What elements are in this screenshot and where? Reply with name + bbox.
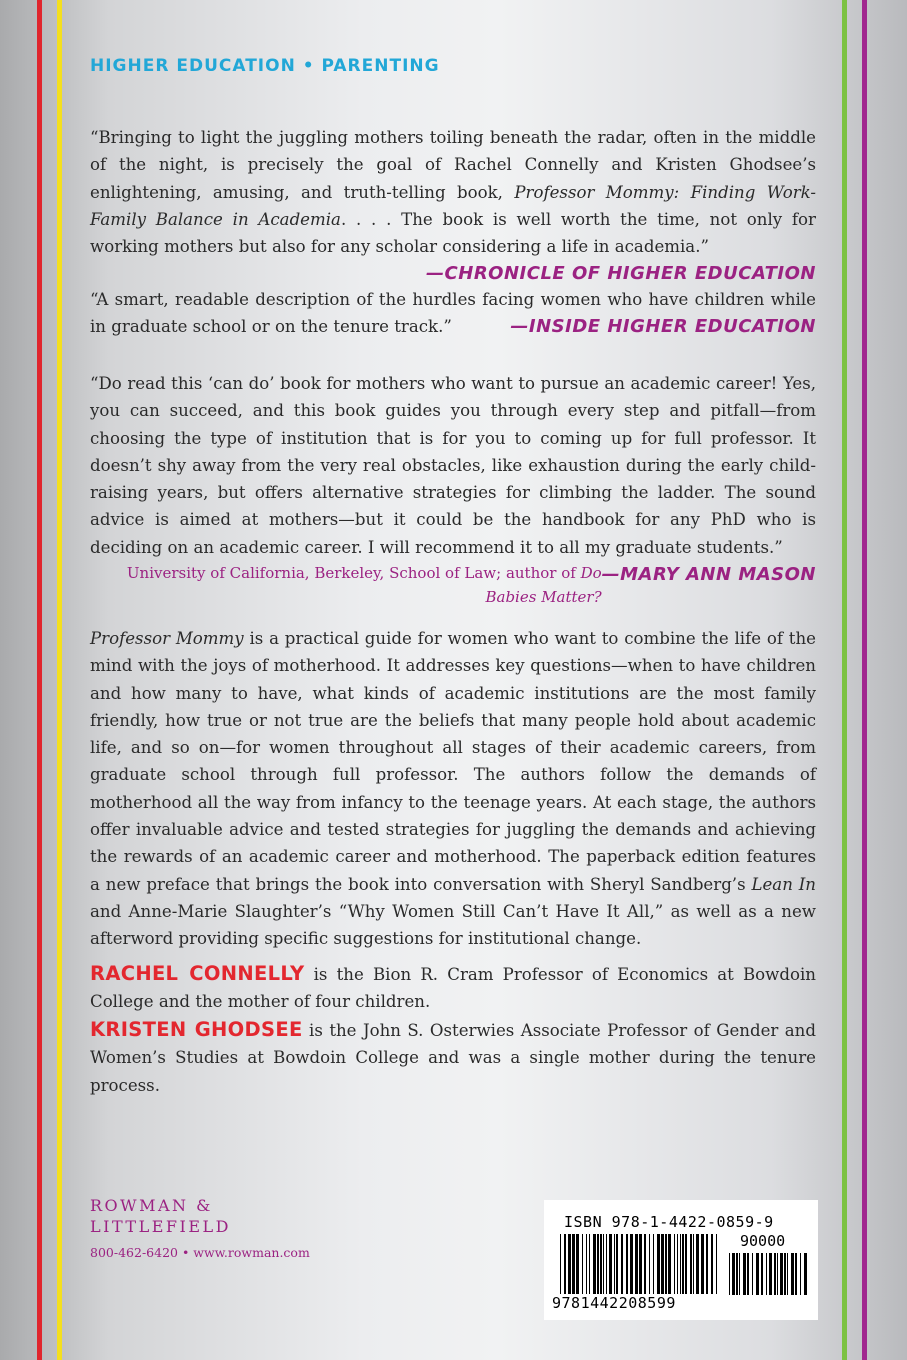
barcode-bar bbox=[621, 1234, 623, 1294]
category-label: HIGHER EDUCATION • PARENTING bbox=[90, 56, 440, 76]
barcode-bar bbox=[564, 1234, 566, 1294]
barcode-bar bbox=[800, 1253, 801, 1295]
barcode-bar bbox=[560, 1234, 561, 1294]
barcode-bar bbox=[774, 1253, 776, 1295]
author-bio-text: is the Bion R. Cram Professor of Economics at Bowdoin College and the mother of four children. bbox=[90, 965, 816, 1012]
addon-price-code: 90000 bbox=[740, 1232, 786, 1250]
barcode-bar bbox=[609, 1234, 612, 1294]
publisher-line-1: ROWMAN & bbox=[90, 1196, 213, 1215]
barcode-bar bbox=[787, 1253, 788, 1295]
barcode-bar bbox=[586, 1234, 587, 1294]
review-quote-mary-ann-mason bbox=[90, 370, 816, 609]
barcode-bar bbox=[729, 1253, 730, 1295]
barcode-bar bbox=[626, 1234, 628, 1294]
barcode-bar bbox=[784, 1253, 786, 1295]
barcode-bar bbox=[661, 1234, 664, 1294]
barcode-bar bbox=[804, 1253, 807, 1295]
barcode-bar bbox=[576, 1234, 579, 1294]
barcode-bar bbox=[711, 1234, 713, 1294]
barcode-bar bbox=[690, 1234, 692, 1294]
quote-text-after: . . . . The book is well worth the time, not only for working mothers but also for any scholar considering a life in academia.” bbox=[90, 209, 816, 257]
barcode-bar bbox=[593, 1234, 596, 1294]
barcode-bar bbox=[716, 1234, 717, 1294]
lean-in-title: Lean In bbox=[751, 874, 816, 894]
quote-source: —CHRONICLE OF HIGHER EDUCATION bbox=[426, 263, 816, 285]
barcode-bar bbox=[582, 1234, 583, 1294]
barcode-bar bbox=[682, 1234, 684, 1294]
barcode-bar bbox=[653, 1234, 654, 1294]
author-name: KRISTEN GHODSEE bbox=[90, 1018, 303, 1041]
barcode-bar bbox=[639, 1234, 642, 1294]
barcode-bar bbox=[568, 1234, 571, 1294]
publisher-contact: 800-462-6420 • www.rowman.com bbox=[90, 1245, 310, 1260]
barcode-bar bbox=[572, 1234, 575, 1294]
review-quote-inside-higher-ed bbox=[90, 286, 816, 341]
publisher-logo bbox=[90, 1195, 231, 1237]
barcode-bar bbox=[701, 1234, 704, 1294]
barcode-bar bbox=[795, 1253, 797, 1295]
barcode-bar bbox=[777, 1253, 778, 1295]
author-name: RACHEL CONNELLY bbox=[90, 962, 305, 985]
barcode-bar bbox=[597, 1234, 599, 1294]
barcode-bar bbox=[743, 1253, 746, 1295]
author-bio-ghodsee bbox=[90, 1016, 816, 1099]
ean-barcode-bars bbox=[560, 1234, 720, 1294]
barcode-bar bbox=[732, 1253, 735, 1295]
author-bio-text: is the John S. Osterwies Associate Professor of Gender and Women’s Studies at Bowdoin College and was a single mother during the tenure process. bbox=[90, 1021, 816, 1095]
barcode-bar bbox=[606, 1234, 607, 1294]
barcode-bar bbox=[589, 1234, 590, 1294]
isbn-text: ISBN 978-1-4422-0859-9 bbox=[564, 1213, 774, 1231]
barcode-bar bbox=[677, 1234, 678, 1294]
barcode-bar bbox=[668, 1234, 671, 1294]
barcode-bar bbox=[780, 1253, 783, 1295]
barcode-bar bbox=[665, 1234, 667, 1294]
review-quote-chronicle bbox=[90, 124, 816, 288]
yellow-stripe bbox=[57, 0, 62, 1360]
barcode-bar bbox=[693, 1234, 694, 1294]
barcode-bar bbox=[600, 1234, 602, 1294]
quote-source: —MARY ANN MASON bbox=[601, 564, 816, 586]
quote-text: “Do read this ‘can do’ book for mothers who want to pursue an academic career! Yes, you can succeed, and this book guides you through every step and pitfall—from choosing the type of institution that is for you to coming up for full professor. It doesn’t shy away from the very real obstacles, like exhaustion during the early child-raising years, but offers alternative strategies for climbing the ladder. The sound advice is aimed at mothers—but it could be the handbook for any PhD who is deciding on an academic career. I will recommend it to all my graduate students.” bbox=[90, 374, 816, 557]
barcode-bar bbox=[630, 1234, 633, 1294]
barcode-bar bbox=[756, 1253, 759, 1295]
barcode-bar bbox=[674, 1234, 675, 1294]
author-bio-connelly bbox=[90, 960, 816, 1016]
publisher-line-2: LITTLEFIELD bbox=[90, 1217, 231, 1236]
barcode-bar bbox=[739, 1253, 740, 1295]
barcode-bar bbox=[696, 1234, 699, 1294]
description-title: Professor Mommy bbox=[90, 629, 244, 648]
barcode-bar bbox=[736, 1253, 738, 1295]
green-stripe bbox=[842, 0, 847, 1360]
barcode-bar bbox=[616, 1234, 618, 1294]
barcode-bar bbox=[635, 1234, 638, 1294]
barcode-bar bbox=[657, 1234, 660, 1294]
quote-source: —INSIDE HIGHER EDUCATION bbox=[510, 316, 816, 338]
quote-affiliation: University of California, Berkeley, School of Law; author of Do Babies Matter? bbox=[126, 564, 602, 607]
barcode-bar bbox=[747, 1253, 749, 1295]
purple-stripe bbox=[862, 0, 867, 1360]
barcode-bar bbox=[685, 1234, 687, 1294]
addon-barcode-bars bbox=[729, 1253, 809, 1295]
barcode-bar bbox=[766, 1253, 767, 1295]
barcode-bar bbox=[752, 1253, 753, 1295]
barcode-bar bbox=[706, 1234, 708, 1294]
barcode-bar bbox=[761, 1253, 763, 1295]
barcode-bar bbox=[769, 1253, 772, 1295]
barcode-bar bbox=[614, 1234, 615, 1294]
ean-number: 9781442208599 bbox=[552, 1294, 676, 1312]
barcode-bar bbox=[791, 1253, 794, 1295]
quote-text: “Bringing to light the juggling mothers toiling beneath the radar, often in the middle of the night, is precisely the goal of Rachel Connelly and Kristen Ghodsee’s enlightening, amusing, and truth-telling book, bbox=[90, 128, 816, 202]
red-stripe bbox=[37, 0, 42, 1360]
barcode-bar bbox=[680, 1234, 681, 1294]
quote-text: “A smart, readable description of the hurdles facing women who have children while in graduate school or on the tenure track.” bbox=[90, 290, 816, 337]
isbn-barcode bbox=[544, 1200, 818, 1320]
barcode-bar bbox=[603, 1234, 604, 1294]
barcode-bar bbox=[644, 1234, 646, 1294]
barcode-bar bbox=[649, 1234, 650, 1294]
book-title: Professor Mommy: Finding Work-Family Balance in Academia bbox=[90, 182, 816, 229]
book-description: Professor Mommy is a practical guide for women who want to combine the life of the mind with the joys of motherhood. It addresses key questions—when to have children and how many to have, what kinds of academic institutions are the most family friendly, how true or not true are the beliefs that many people hold about academic life, and so on—for women throughout all stages of their academic careers, from graduate school through full professor. The authors follow the demands of motherhood all the way from infancy to the teenage years. At each stage, the authors offer invaluable advice and tested strategies for juggling the demands and achieving the rewards of an academic career and motherhood. The paperback edition features a new preface that brings the book into conversation with Sheryl Sandberg’s Lean In and Anne-Marie Slaughter’s “Why Women Still Can’t Have It All,” as well as a new afterword providing specific suggestions for institutional change. bbox=[90, 629, 816, 949]
